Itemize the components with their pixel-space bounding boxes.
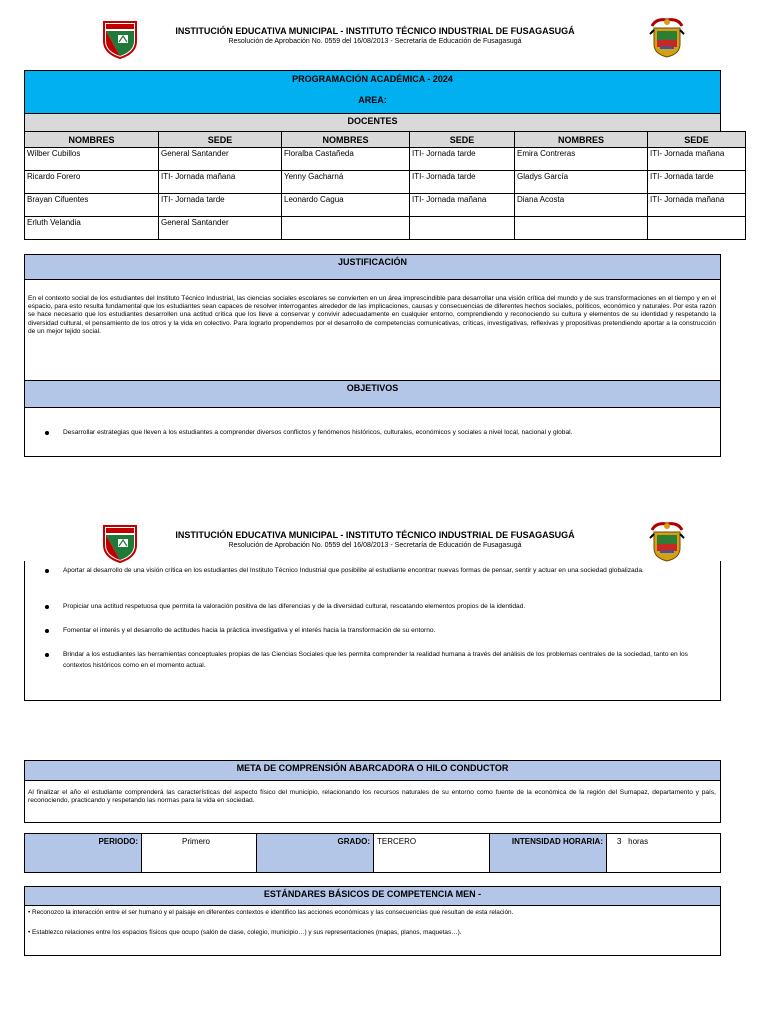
objetivos-title: OBJETIVOS	[346, 383, 399, 393]
estandares-section	[24, 886, 721, 956]
table-cell: ITI- Jornada mañana	[410, 194, 515, 217]
teachers-table	[24, 131, 746, 240]
periodo-row	[24, 833, 721, 873]
table-cell: Diana Acosta	[515, 194, 648, 217]
periodo-label: PERIODO:	[98, 837, 138, 846]
meta-text: Al finalizar el año el estudiante comprenderá las características del aspecto físico del municipio, relacionando los recursos naturales de su entorno como fuente de la económica de la región del Sumapaz, departamento y país, reconociendo, practicando y respetando las normas para la vida en sociedad.	[28, 789, 716, 805]
grado-value: TERCERO	[377, 837, 417, 846]
objetivos-continued	[24, 561, 721, 701]
table-cell: ITI- Jornada mañana	[648, 194, 746, 217]
program-header-block	[24, 70, 721, 114]
resolution-subtitle: Resolución de Aprobación No. 0559 del 16/08/2013 - Secretaría de Educación de Fusagasugá	[228, 542, 522, 549]
table-cell: Leonardo Cagua	[282, 194, 410, 217]
objetivo-text: Brindar a los estudiantes las herramientas conceptuales propias de las Ciencias Sociales que les permita comprender la realidad humana a través del análisis de los problemas centrales de la sociedad, tanto en los contextos históricos como en el momento actual.	[63, 651, 688, 669]
col-sede-3: SEDE	[648, 132, 746, 148]
table-cell	[410, 217, 515, 240]
objetivo-text: Aportar al desarrollo de una visión crítica en los estudiantes del Instituto Técnico Industrial que posibilite al estudiante encontrar nuevas formas de pensar, sentir y actuar en una sociedad globalizada.	[63, 567, 644, 574]
bullet-icon	[45, 629, 49, 633]
table-cell: Ricardo Forero	[25, 171, 159, 194]
intensidad-label: INTENSIDAD HORARIA:	[511, 837, 603, 846]
estandares-header	[25, 887, 720, 906]
table-cell: Wilber Cubillos	[25, 148, 159, 171]
table-cell	[282, 217, 410, 240]
table-cell: ITI- Jornada tarde	[410, 171, 515, 194]
meta-title: META DE COMPRENSIÓN ABARCADORA O HILO CONDUCTOR	[236, 763, 509, 773]
table-cell: Erluth Velandia	[25, 217, 159, 240]
objetivos-header	[25, 380, 720, 408]
program-title: PROGRAMACIÓN ACADÉMICA - 2024	[292, 74, 453, 84]
table-cell: ITI- Jornada mañana	[159, 171, 282, 194]
objetivo-text: Desarrollar estrategias que lleven a los estudiantes a comprender diversos conflictos y fenómenos históricos, culturales, económicos y sociales a nivel local, nacional y global.	[63, 429, 573, 436]
justificacion-text: En el contexto social de los estudiantes del Instituto Técnico Industrial, las ciencias sociales escolares se convierten en un área imprescindible para desarrollar una visión crítica del mundo y de sus transformaciones en el tiempo y en el espacio, para esto resulta fundamental que los estudiantes sean capaces de resolver interrogantes alrededor de las implicaciones, causas y consecuencias de diferentes hechos sociales, políticos, económico y naturales. Por esta razón se hace necesario que los estudiantes desarrollen una actitud crítica que los lleve a conservar y convivir adecuadamente en cualquier entorno, comprendiendo y reconociendo su cultura y elementos de su identidad y respetando la diversidad cultural, el pensamiento de los otros y la vida en colectivo. Para lograrlo propendemos por el desarrollo de competencias comunicativas, críticas, investigativas, reflexivas y propositivas pretendiendo aportar a la construcción de un mejor tejido social.	[28, 295, 716, 335]
table-cell: Gladys García	[515, 171, 648, 194]
resolution-subtitle: Resolución de Aprobación No. 0559 del 16/08/2013 - Secretaría de Educación de Fusagasugá	[228, 38, 522, 45]
page1-header	[0, 14, 768, 62]
docentes-label: DOCENTES	[347, 116, 398, 126]
justificacion-header	[25, 255, 720, 280]
table-cell	[515, 217, 648, 240]
institution-title: INSTITUCIÓN EDUCATIVA MUNICIPAL - INSTITUTO TÉCNICO INDUSTRIAL DE FUSAGASUGÁ	[175, 26, 575, 36]
meta-header	[25, 761, 720, 781]
objetivo-text: Propiciar una actitud respetuosa que permita la valoración positiva de las diferencias y de la diversidad cultural, rescatando elementos propios de la identidad.	[63, 603, 526, 610]
objetivo-text: Fomentar el interés y el desarrollo de actitudes hacia la práctica investigativa y el interés hacia la transformación de su entorno.	[63, 627, 436, 634]
bullet-icon	[45, 653, 49, 657]
grado-value-cell	[374, 834, 490, 872]
table-cell: ITI- Jornada tarde	[159, 194, 282, 217]
municipal-coat-of-arms	[646, 520, 688, 562]
table-cell: Brayan Cifuentes	[25, 194, 159, 217]
col-nombres-3: NOMBRES	[515, 132, 648, 148]
periodo-value: Primero	[182, 837, 211, 846]
school-crest-logo	[100, 523, 140, 563]
col-nombres-2: NOMBRES	[282, 132, 410, 148]
institution-title: INSTITUCIÓN EDUCATIVA MUNICIPAL - INSTITUTO TÉCNICO INDUSTRIAL DE FUSAGASUGÁ	[175, 530, 575, 540]
table-row	[25, 148, 746, 171]
grado-label: GRADO:	[337, 837, 370, 846]
justificacion-section	[24, 254, 721, 457]
teachers-header-row	[25, 132, 746, 148]
periodo-value-cell	[142, 834, 257, 872]
justificacion-title: JUSTIFICACIÓN	[337, 257, 407, 267]
area-label: AREA:	[358, 95, 387, 105]
page2-header	[0, 518, 768, 566]
bullet-icon	[45, 605, 49, 609]
col-nombres-1: NOMBRES	[25, 132, 159, 148]
estandar-item: • Reconozco la interacción entre el ser humano y el paisaje en diferentes contextos e identifico las acciones económicas y las consecuencias que resultan de esta relación.	[28, 909, 514, 916]
intensidad-value-cell	[607, 834, 720, 872]
table-cell: General Santander	[159, 217, 282, 240]
periodo-label-cell	[25, 834, 142, 872]
table-cell: ITI- Jornada mañana	[648, 148, 746, 171]
intensidad-label-cell	[490, 834, 607, 872]
intensidad-value: 3 horas	[617, 837, 649, 846]
bullet-icon	[45, 431, 49, 435]
municipal-coat-of-arms	[646, 16, 688, 58]
table-cell: ITI- Jornada tarde	[648, 171, 746, 194]
docentes-header	[24, 113, 721, 132]
table-row	[25, 171, 746, 194]
table-cell: Yenny Gacharná	[282, 171, 410, 194]
table-cell: Floralba Castañeda	[282, 148, 410, 171]
estandar-item: • Establezco relaciones entre los espacios físicos que ocupo (salón de clase, colegio, municipio…) y sus representaciones (mapas, planos, maquetas…).	[28, 929, 462, 936]
table-cell: ITI- Jornada tarde	[410, 148, 515, 171]
meta-section	[24, 760, 721, 823]
bullet-icon	[45, 569, 49, 573]
table-row	[25, 194, 746, 217]
table-cell: General Santander	[159, 148, 282, 171]
table-cell: Emira Contreras	[515, 148, 648, 171]
table-cell	[648, 217, 746, 240]
table-row	[25, 217, 746, 240]
col-sede-1: SEDE	[159, 132, 282, 148]
grado-label-cell	[257, 834, 374, 872]
school-crest-logo	[100, 19, 140, 59]
estandares-title: ESTÁNDARES BÁSICOS DE COMPETENCIA MEN -	[263, 889, 482, 899]
col-sede-2: SEDE	[410, 132, 515, 148]
